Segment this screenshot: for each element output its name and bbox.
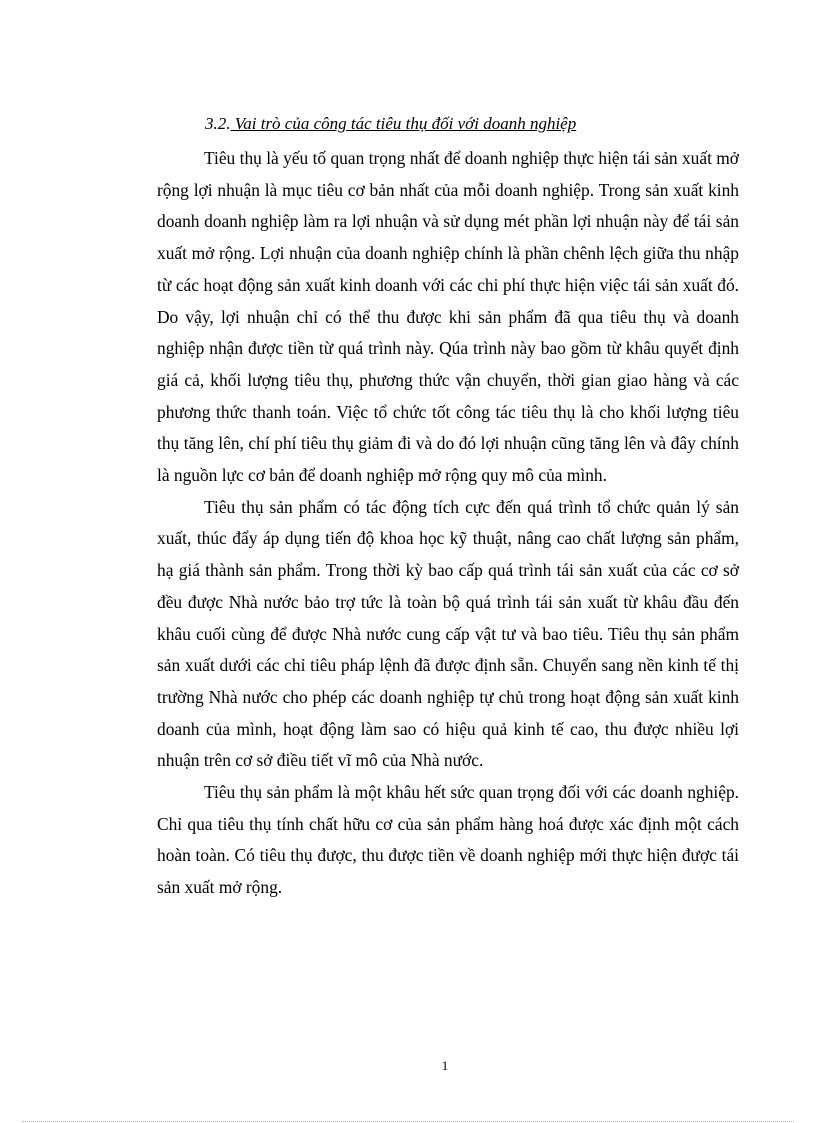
body-text [157, 143, 739, 904]
page-bottom-divider [22, 1121, 794, 1122]
section-heading [205, 114, 576, 134]
paragraph-3: Tiêu thụ sản phẩm là một khâu hết sức quan trọng đối với các doanh nghiệp. Chỉ qua tiêu thụ tính chất hữu cơ của sản phẩm hàng hoá được xác định một cách hoàn toàn. Có tiêu thụ được, thu được tiền về doanh nghiệp mới thực hiện được tái sản xuất mở rộng. [157, 782, 739, 898]
section-number: 3.2. [205, 114, 231, 133]
paragraph-2: Tiêu thụ sản phẩm có tác động tích cực đến quá trình tổ chức quản lý sản xuất, thúc đẩy áp dụng tiến độ khoa học kỹ thuật, nâng cao chất lượng sản phẩm, hạ giá thành sản phẩm. Trong thời kỳ bao cấp quá trình tái sản xuất của các cơ sở đều được Nhà nước bảo trợ tức là toàn bộ quá trình tái sản xuất từ khâu đầu đến khâu cuối cùng để được Nhà nước cung cấp vật tư và bao tiêu. Tiêu thụ sản phẩm sản xuất dưới các chỉ tiêu pháp lệnh đã được định sẵn. Chuyển sang nền kinh tế thị trường Nhà nước cho phép các doanh nghiệp tự chủ trong hoạt động sản xuất kinh doanh của mình, hoạt động làm sao có hiệu quả kinh tế cao, thu được nhiều lợi nhuận trên cơ sở điều tiết vĩ mô của Nhà nước. [157, 496, 739, 771]
section-title: Vai trò của công tác tiêu thụ đối với doanh nghiệp [230, 114, 577, 133]
page-number: 1 [441, 1058, 449, 1073]
paragraph-1: Tiêu thụ là yếu tố quan trọng nhất để doanh nghiệp thực hiện tái sản xuất mở rộng lợi nhuận là mục tiêu cơ bản nhất của mỗi doanh nghiệp. Trong sản xuất kinh doanh doanh nghiệp làm ra lợi nhuận và sử dụng mét phần lợi nhuận này để tái sản xuất mở rộng. Lợi nhuận của doanh nghiệp chính là phần chênh lệch giữa thu nhập từ các hoạt động sản xuất kinh doanh với các chi phí thực hiện việc tái sản xuất đó. Do vậy, lợi nhuận chỉ có thể thu được khi sản phẩm đã qua tiêu thụ và doanh nghiệp nhận được tiền từ quá trình này. Qúa trình này bao gồm từ khâu quyết định giá cả, khối lượng tiêu thụ, phương thức vận chuyển, thời gian giao hàng và các phương thức thanh toán. Việc tổ chức tốt công tác tiêu thụ là cho khối lượng tiêu thụ tăng lên, chí phí tiêu thụ giảm đi và do đó lợi nhuận cũng tăng lên và đây chính là nguồn lực cơ bản để doanh nghiệp mở rộng quy mô của mình. [157, 148, 739, 486]
